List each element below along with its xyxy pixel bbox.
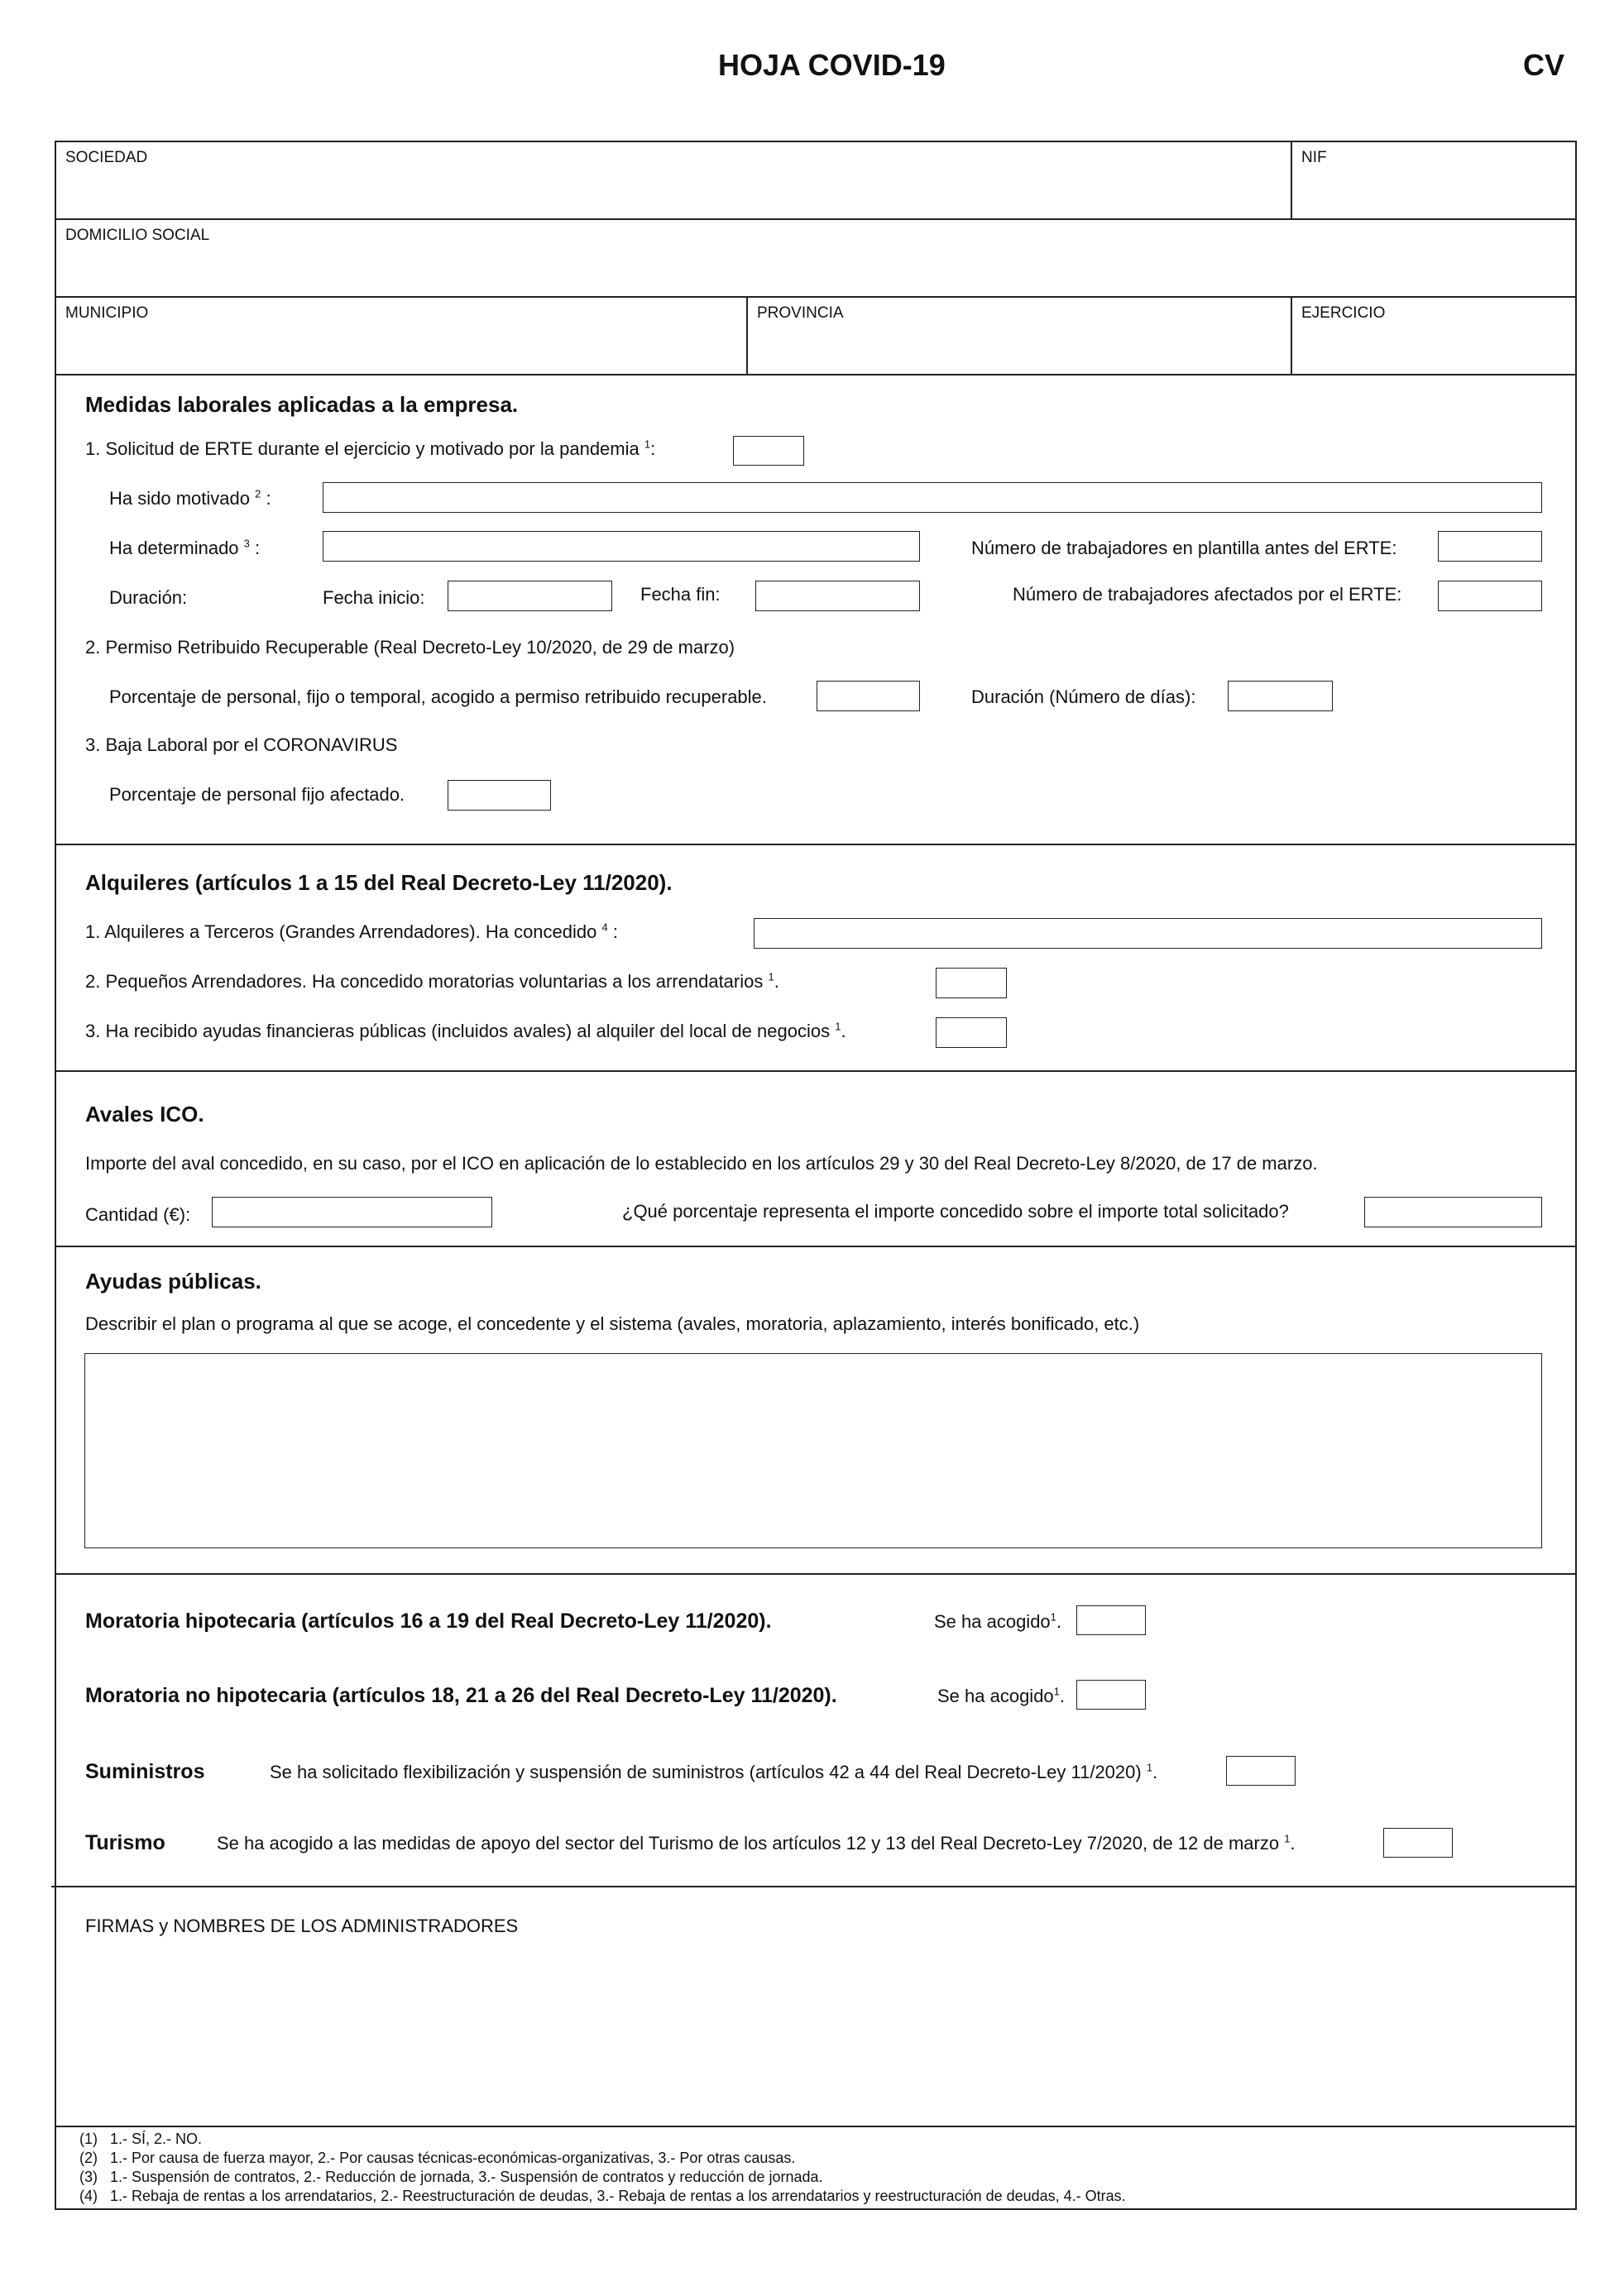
divider — [1291, 296, 1292, 374]
footnote-1: (1) 1.- SÍ, 2.- NO. — [79, 2131, 203, 2147]
ejercicio-field[interactable]: EJERCICIO — [1301, 304, 1386, 322]
divider — [51, 1886, 1577, 1887]
sociedad-field[interactable]: SOCIEDAD — [65, 149, 148, 166]
footnote-4: (4) 1.- Rebaja de rentas a los arrendatarios, 2.- Reestructuración de deudas, 3.- Rebaja de rentas a los arrendatarios y reestructuración de deudas, 4.- Otras. — [79, 2188, 1126, 2204]
motivado-label: Ha sido motivado $^2$ : — [109, 487, 271, 509]
domicilio-field[interactable]: DOMICILIO SOCIAL — [65, 227, 210, 244]
duracion-dias-label: Duración (Número de días): — [971, 686, 1196, 707]
duracion-label: Duración: — [109, 587, 188, 608]
q1-erte-label: 1. Solicitud de ERTE durante el ejercicio y motivado por la pandemia $^1$: — [85, 438, 656, 459]
divider — [55, 374, 1577, 375]
q2-permiso-label: 2. Permiso Retribuido Recuperable (Real Decreto-Ley 10/2020, de 29 de marzo) — [85, 637, 735, 658]
alquileres-q1-input[interactable] — [754, 918, 1542, 949]
section-heading-laborales: Medidas laborales aplicadas a la empresa. — [85, 392, 519, 417]
avales-importe-label: Importe del aval concedido, en su caso, por el ICO en aplicación de lo establecido en los artículos 29 y 30 del Real Decreto-Ley 8/2020, de 17 de marzo. — [85, 1153, 1318, 1174]
nif-field[interactable]: NIF — [1301, 149, 1327, 166]
form-code: CV — [1523, 48, 1565, 82]
porcentaje-permiso-input[interactable] — [817, 681, 920, 711]
motivado-input[interactable] — [323, 482, 1542, 513]
divider — [55, 1573, 1577, 1575]
suministros-heading: Suministros — [85, 1760, 205, 1783]
no-hipotecaria-acogido-input[interactable] — [1076, 1680, 1146, 1710]
divider — [55, 2126, 1577, 2127]
footnote-3: (3) 1.- Suspensión de contratos, 2.- Reducción de jornada, 3.- Suspensión de contratos y reducción de jornada. — [79, 2169, 823, 2185]
afectados-input[interactable] — [1438, 581, 1542, 611]
divider — [1291, 141, 1292, 218]
suministros-input[interactable] — [1226, 1756, 1296, 1786]
divider — [55, 1246, 1577, 1247]
cantidad-input[interactable] — [212, 1197, 492, 1227]
alquileres-q1-label: 1. Alquileres a Terceros (Grandes Arrendadores). Ha concedido $^4$ : — [85, 921, 618, 942]
ayudas-textarea[interactable] — [84, 1353, 1542, 1548]
turismo-heading: Turismo — [85, 1831, 165, 1854]
divider — [55, 1070, 1577, 1072]
divider — [55, 844, 1577, 845]
porcentaje-permiso-label: Porcentaje de personal, fijo o temporal, acogido a permiso retribuido recuperable. — [109, 686, 767, 707]
divider — [746, 296, 748, 374]
moratoria-hipotecaria-heading: Moratoria hipotecaria (artículos 16 a 19 del Real Decreto-Ley 11/2020). — [85, 1610, 772, 1633]
section-heading-alquileres: Alquileres (artículos 1 a 15 del Real Decreto-Ley 11/2020). — [85, 870, 673, 895]
turismo-input[interactable] — [1383, 1828, 1453, 1858]
determinado-label: Ha determinado $^3$ : — [109, 537, 261, 558]
footnote-2: (2) 1.- Por causa de fuerza mayor, 2.- Por causas técnicas-económicas-organizativas, 3.- Por otras causas. — [79, 2150, 796, 2166]
alquileres-q2-label: 2. Pequeños Arrendadores. Ha concedido moratorias voluntarias a los arrendatarios $^1$. — [85, 970, 779, 992]
q3-baja-label: 3. Baja Laboral por el CORONAVIRUS — [85, 734, 398, 755]
moratoria-no-hipotecaria-heading: Moratoria no hipotecaria (artículos 18, 21 a 26 del Real Decreto-Ley 11/2020). — [85, 1684, 837, 1707]
alquileres-q3-input[interactable] — [936, 1017, 1007, 1048]
porcentaje-fijo-label: Porcentaje de personal fijo afectado. — [109, 784, 405, 805]
determinado-input[interactable] — [323, 531, 920, 562]
porcentaje-label: ¿Qué porcentaje representa el importe concedido sobre el importe total solicitado? — [622, 1201, 1289, 1222]
duracion-dias-input[interactable] — [1228, 681, 1333, 711]
ayudas-describir-label: Describir el plan o programa al que se acoge, el concedente y el sistema (avales, moratoria, aplazamiento, interés bonificado, etc.) — [85, 1313, 1140, 1334]
divider — [55, 296, 1577, 298]
fecha-fin-label: Fecha fin: — [640, 584, 721, 605]
plantilla-input[interactable] — [1438, 531, 1542, 562]
page-title: HOJA COVID-19 — [718, 48, 946, 82]
suministros-label: Se ha solicitado flexibilización y suspensión de suministros (artículos 42 a 44 del Real Decreto-Ley 11/2020) $^1$. — [270, 1761, 1158, 1782]
alquileres-q3-label: 3. Ha recibido ayudas financieras públicas (incluidos avales) al alquiler del local de negocios $^1$. — [85, 1020, 846, 1041]
porcentaje-fijo-input[interactable] — [448, 780, 551, 811]
section-heading-avales: Avales ICO. — [85, 1102, 204, 1126]
plantilla-label: Número de trabajadores en plantilla antes del ERTE: — [971, 538, 1397, 558]
firmas-label: FIRMAS y NOMBRES DE LOS ADMINISTRADORES — [85, 1916, 519, 1936]
fecha-inicio-input[interactable] — [448, 581, 612, 611]
firmas-area[interactable] — [56, 1935, 1575, 2124]
section-heading-ayudas: Ayudas públicas. — [85, 1269, 261, 1294]
no-hipotecaria-acogido-label: Se ha acogido$^1$. — [937, 1685, 1066, 1706]
hipotecaria-acogido-label: Se ha acogido$^1$. — [934, 1610, 1062, 1632]
provincia-field[interactable]: PROVINCIA — [757, 304, 844, 322]
cantidad-label: Cantidad (€): — [85, 1204, 191, 1225]
porcentaje-input[interactable] — [1364, 1197, 1542, 1227]
hipotecaria-acogido-input[interactable] — [1076, 1605, 1146, 1635]
turismo-label: Se ha acogido a las medidas de apoyo del sector del Turismo de los artículos 12 y 13 del Real Decreto-Ley 7/2020, de 12 de marzo $^1$. — [217, 1832, 1296, 1854]
divider — [55, 218, 1577, 220]
fecha-fin-input[interactable] — [755, 581, 920, 611]
erte-input[interactable] — [733, 436, 804, 466]
municipio-field[interactable]: MUNICIPIO — [65, 304, 149, 322]
alquileres-q2-input[interactable] — [936, 968, 1007, 998]
fecha-inicio-label: Fecha inicio: — [323, 587, 425, 608]
afectados-label: Número de trabajadores afectados por el ERTE: — [1013, 584, 1402, 605]
